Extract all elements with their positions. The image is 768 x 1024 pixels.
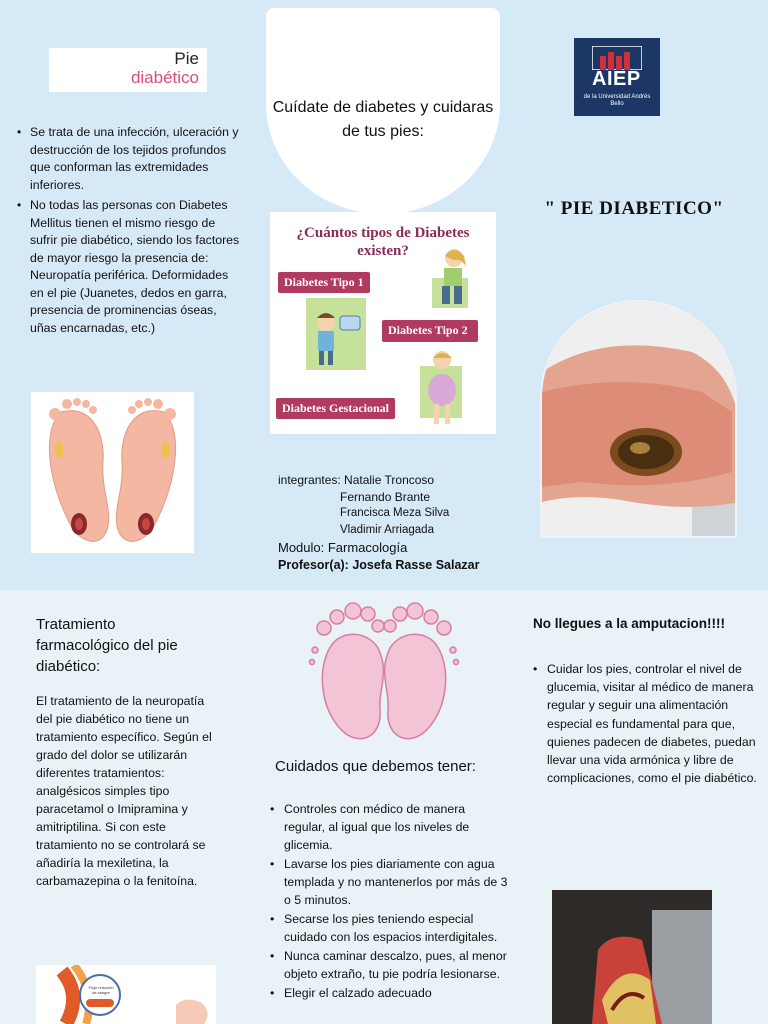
intro-bullet: • Se trata de una infección, ulceración y destrucción de los tejidos profundos que conforman las extremidades inferiores. <box>14 124 244 194</box>
team-info <box>278 472 479 573</box>
amputation-item: • Cuidar los pies, controlar el nivel de glucemia, visitar al médico de manera regular y seguir una alimentación especial es fundamental para que, quienes padecen de diabetes, puedan llevar una vida armónica y libre de complicaciones, como el pie diabético. <box>531 660 759 787</box>
title-line-2: diabético <box>130 68 199 87</box>
brochure-title <box>49 48 207 92</box>
foot-soles-illustration <box>31 392 194 553</box>
diagram-label: Flujo reducido de sangre <box>88 985 114 995</box>
diabetes-types-card <box>270 212 496 434</box>
gestational-label: Diabetes Gestacional <box>276 398 395 419</box>
logo-subtitle: de la Universidad Andrés Bello <box>583 94 651 107</box>
title-line-1: Pie <box>174 49 199 68</box>
left-sole-icon <box>49 398 109 541</box>
boy-icon <box>306 298 366 370</box>
team-member: Vladimir Arriagada <box>340 523 434 536</box>
type1-label: Diabetes Tipo 1 <box>278 272 370 293</box>
care-item: • Lavarse los pies diariamente con agua templada y no mantenerlos por más de 3 o 5 minutos. <box>268 855 508 909</box>
care-list <box>268 800 508 1003</box>
treatment-body: El tratamiento de la neuropatía del pie diabético no tiene un tratamiento específico. Según el grado del dolor se utilizarán diferentes tratamientos: analgésicos simples tipo paracetamol o Imipramina y amitriptilina. Si con este tratamiento no se controlará se añadiría la mexiletina, la carbamazepina o la fenitoína. <box>36 694 212 888</box>
professor-label: Profesor(a): Josefa Rasse Salazar <box>278 557 480 572</box>
care-item: • Controles con médico de manera regular, al igual que los niveles de glicemia. <box>268 800 508 854</box>
amputation-list <box>531 660 759 787</box>
logo-name: AIEP <box>592 68 641 90</box>
intro-list <box>14 124 244 340</box>
team-label: integrantes: Natalie Troncoso <box>278 473 435 487</box>
center-heading: Cuídate de diabetes y cuidaras de tus pies: <box>272 99 494 140</box>
pregnant-woman-icon <box>418 346 468 432</box>
types-question: ¿Cuántos tipos de Diabetes existen? <box>296 225 470 259</box>
type2-label: Diabetes Tipo 2 <box>382 320 478 342</box>
care-item: • Nunca caminar descalzo, pues, al menor objeto extraño, tu pie podría lesionarse. <box>268 947 508 983</box>
baby-feet-icon <box>306 602 462 742</box>
team-member: Fernando Brante <box>340 489 431 504</box>
care-item: • Elegir el calzado adecuado <box>268 984 508 1002</box>
amputation-heading: No llegues a la amputacion!!!! <box>533 616 726 631</box>
intro-bullet: • No todas las personas con Diabetes Mellitus tienen el mismo riesgo de sufrir pie diabético, siendo los factores de mayor riesgo la presencia de: Neuropatía periférica. Deformidades en el pie (Juanetes, dedos en garra, presencia de prominencias óseas, uñas encarnadas, etc.) <box>14 197 244 337</box>
module-label: Modulo: Farmacología <box>278 540 408 555</box>
girl-sitting-icon <box>428 244 478 316</box>
main-title: " PIE DIABETICO" <box>544 198 724 219</box>
care-heading: Cuidados que debemos tener: <box>275 758 476 775</box>
diabetic-foot-photo <box>540 300 737 538</box>
aiep-logo <box>574 38 660 116</box>
team-member: Francisca Meza Silva <box>340 507 450 519</box>
logo-building-icon <box>592 46 642 70</box>
foot-wound-photo <box>552 890 712 1024</box>
right-sole-icon <box>116 398 176 541</box>
circulation-diagram <box>36 965 216 1024</box>
treatment-heading: Tratamiento farmacológico del pie diabético: <box>36 616 178 675</box>
care-item: • Secarse los pies teniendo especial cuidado con los espacios interdigitales. <box>268 910 508 946</box>
